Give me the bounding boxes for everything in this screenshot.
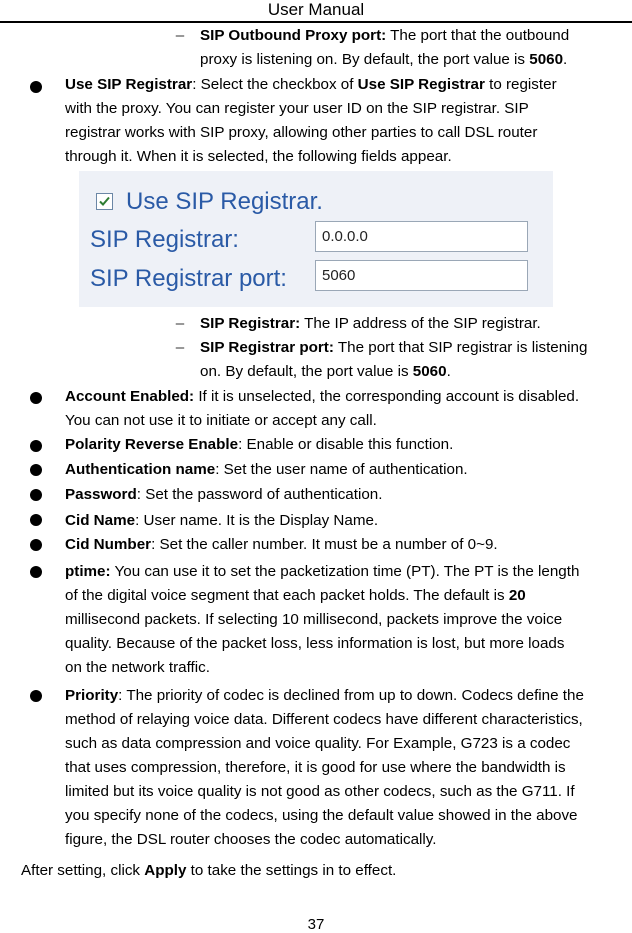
dash-marker: – [175, 339, 185, 356]
term-label: Cid Number [65, 536, 152, 553]
text: registrar works with SIP proxy, allowing other parties to call DSL router [65, 124, 538, 141]
bullet-icon [30, 392, 42, 404]
text: such as data compression and voice quality. For Example, G723 is a codec [65, 735, 571, 752]
term-label: SIP Registrar: [200, 315, 301, 332]
sip-registrar-port-label: SIP Registrar port: [90, 265, 287, 292]
text: : Set the password of authentication. [136, 486, 383, 503]
text: You can use it to set the packetization time (PT). The PT is the length [110, 563, 580, 580]
sip-registrar-port-input: 5060 [315, 260, 528, 291]
text: you specify none of the codecs, using the default value showed in the above [65, 807, 578, 824]
value: 5060 [529, 51, 564, 68]
text: : Set the user name of authentication. [215, 461, 468, 478]
text: to take the settings in to effect. [186, 862, 397, 879]
bullet-icon [30, 539, 42, 551]
text: The IP address of the SIP registrar. [300, 315, 541, 332]
closing-instruction [21, 859, 621, 883]
text: of the digital voice segment that each packet holds. The default is [65, 587, 509, 604]
text: . [446, 363, 451, 380]
dash-marker: – [175, 315, 185, 332]
text: You can not use it to initiate or accept any call. [65, 412, 377, 429]
text: The port that the outbound [386, 27, 570, 44]
sip-registrar-label: SIP Registrar: [90, 226, 239, 253]
value: 5060 [412, 363, 447, 380]
bullet-icon [30, 440, 42, 452]
bullet-icon [30, 566, 42, 578]
text: millisecond packets. If selecting 10 millisecond, packets improve the voice [65, 611, 563, 628]
bullet-icon [30, 489, 42, 501]
apply-term: Apply [144, 862, 187, 879]
text: : User name. It is the Display Name. [135, 512, 379, 529]
term-label: SIP Registrar port: [200, 339, 334, 356]
text: If it is unselected, the corresponding account is disabled. [194, 388, 580, 405]
text: that uses compression, therefore, it is good for use where the bandwidth is [65, 759, 566, 776]
bullet-icon [30, 690, 42, 702]
bullet-account-enabled [65, 385, 631, 433]
text: with the proxy. You can register your user ID on the SIP registrar. SIP [65, 100, 529, 117]
text: on. By default, the port value is [200, 363, 413, 380]
bullet-use-sip-registrar [65, 73, 631, 169]
text: quality. Because of the packet loss, less information is lost, but more loads [65, 635, 565, 652]
bullet-cid-name [65, 509, 631, 533]
text: . [563, 51, 568, 68]
text: limited but its voice quality is not good as other codecs, such as the G711. If [65, 783, 575, 800]
text: : Set the caller number. It must be a number of 0~9. [151, 536, 498, 553]
text: : The priority of codec is declined from up to down. Codecs define the [118, 687, 584, 704]
bullet-priority [65, 684, 631, 852]
bullet-icon [30, 464, 42, 476]
dash-marker: – [175, 27, 185, 44]
text: proxy is listening on. By default, the port value is [200, 51, 530, 68]
sub-item-outbound-proxy-port [200, 24, 630, 72]
page-number: 37 [307, 916, 325, 933]
bullet-icon [30, 81, 42, 93]
text: The port that SIP registrar is listening [333, 339, 588, 356]
page-header [0, 0, 632, 23]
text: figure, the DSL router chooses the codec automatically. [65, 831, 437, 848]
term-label: Use SIP Registrar [65, 76, 193, 93]
term-label: Account Enabled: [65, 388, 195, 405]
term-label: Authentication name [65, 461, 216, 478]
text: to register [484, 76, 557, 93]
term-label: SIP Outbound Proxy port: [200, 27, 387, 44]
header-title: User Manual [267, 0, 365, 19]
term-inline: Use SIP Registrar [357, 76, 485, 93]
bullet-authentication-name [65, 458, 631, 482]
term-label: Password [65, 486, 137, 503]
use-sip-registrar-checkbox-label: Use SIP Registrar. [126, 188, 323, 215]
text: : Enable or disable this function. [238, 436, 454, 453]
bullet-ptime [65, 560, 631, 680]
sub-item-sip-registrar-port [200, 336, 630, 384]
sub-item-sip-registrar [200, 312, 630, 336]
text: method of relaying voice data. Different codecs have different characteristics, [65, 711, 583, 728]
text: : Select the checkbox of [192, 76, 358, 93]
bullet-icon [30, 514, 42, 526]
bullet-polarity-reverse [65, 433, 631, 457]
term-label: Polarity Reverse Enable [65, 436, 239, 453]
settings-screenshot-figure [79, 171, 553, 307]
text: After setting, click [21, 862, 145, 879]
bullet-password [65, 483, 631, 507]
bullet-cid-number [65, 533, 631, 557]
text: on the network traffic. [65, 659, 210, 676]
term-label: ptime: [65, 563, 111, 580]
text: through it. When it is selected, the following fields appear. [65, 148, 452, 165]
term-label: Priority [65, 687, 119, 704]
term-label: Cid Name [65, 512, 136, 529]
sip-registrar-input: 0.0.0.0 [315, 221, 528, 252]
checkbox-icon [96, 193, 113, 210]
value: 20 [508, 587, 526, 604]
